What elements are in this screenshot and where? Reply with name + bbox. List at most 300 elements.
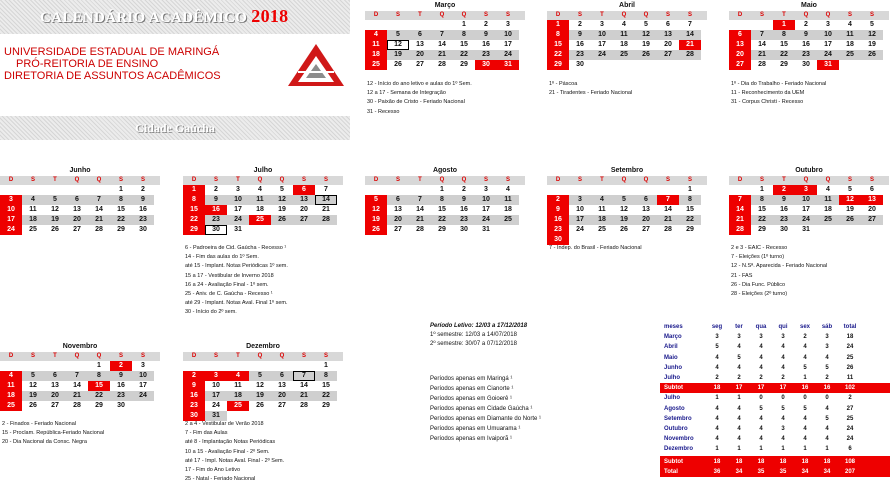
note-line: até 15 - Implant. Notas Periódicas 1º sem. [185,263,288,270]
calendar-day: 9 [569,30,591,40]
calendar-day: 8 [431,195,453,205]
row-label: Outubro [664,425,688,432]
row-label: Agosto [664,405,685,412]
day-grid [729,20,889,70]
calendar-day: 1 [440,186,444,193]
table-cell: 4 [715,405,719,412]
calendar-day: 23 [547,225,569,235]
table-cell: 3 [825,334,829,341]
empty-day [861,225,883,235]
calendar-day: 21 [431,50,453,60]
weekday-letter: Q [257,177,263,183]
note-line: 11 - Reconhecimento da UEM [731,90,805,97]
month-calendar [729,165,889,235]
calendar-day: 31 [234,226,242,233]
calendar-day: 4 [365,30,387,40]
exam-period-line: Períodos apenas em Ivaiporã ¹ [430,436,513,442]
calendar-day: 3 [569,195,591,205]
weekday-letter: S [687,177,692,183]
calendar-day: 13 [729,40,751,50]
note-line: até 17 - Impl. Notas Aval. Final - 2º Sem. [185,457,285,464]
note-line: 21 - Tiradentes - Feriado Nacional [549,90,633,97]
note-line: 14 - Fim das aulas do 1º Sem. [185,254,259,261]
calendar-day: 2 [484,21,488,28]
calendar-day: 29 [183,225,205,235]
period-line: 1º semestre: 12/03 a 14/07/2018 [430,332,517,338]
weekday-letter: Q [461,12,467,18]
calendar-day: 6 [409,30,431,40]
calendar-day: 4 [22,195,44,205]
table-cell: 3 [825,344,829,351]
table-cell: 4 [759,425,763,432]
table-cell: 3 [781,425,785,432]
calendar-day: 11 [598,206,606,213]
calendar-day: 9 [475,30,497,40]
table-cell: 2 [825,375,829,382]
calendar-day: 31 [205,411,227,421]
weekday-letter: D [373,12,379,18]
calendar-day: 27 [278,402,286,409]
month-title: Agosto [432,167,458,174]
calendar-day: 6 [387,195,409,205]
calendar-day: 22 [679,215,701,225]
calendar-day: 27 [293,215,315,225]
calendar-day: 16 [576,41,584,48]
row-label: Junho [664,364,682,371]
empty-day [44,185,66,195]
weekday-letter: Q [461,177,467,183]
calendar-day: 20 [868,206,876,213]
calendar-day: 9 [773,195,795,205]
table-cell: 24 [846,425,854,432]
calendar-day: 19 [868,41,876,48]
calendar-day: 22 [315,391,337,401]
calendar-day: 16 [780,206,788,213]
calendar-day: 6 [271,371,293,381]
empty-day [591,60,613,70]
exam-period-line: Períodos apenas em Diamante do Norte ¹ [430,416,542,422]
month-title: Março [434,2,456,9]
table-cell: 5 [803,364,807,371]
table-cell: 1 [803,446,807,453]
table-cell: 5 [781,405,785,412]
table-cell: 4 [715,364,719,371]
empty-day [679,60,701,70]
institution-line: PRÓ-REITORIA DE ENSINO [16,58,159,70]
period-line: 2º semestre: 30/07 a 07/12/2018 [430,341,517,347]
calendar-day: 23 [110,391,132,401]
calendar-day: 1 [773,20,795,30]
calendar-day: 23 [795,50,817,60]
calendar-day: 4 [506,186,510,193]
calendar-day: 13 [293,195,315,205]
exam-period-line: Períodos apenas em Cianorte ¹ [430,386,514,392]
table-cell: 4 [737,425,741,432]
table-cell: 2 [737,375,741,382]
month-notes [731,244,827,299]
calendar-day: 16 [460,206,468,213]
calendar-day: 26 [620,226,628,233]
calendar-day: 17 [504,41,512,48]
empty-day [657,60,679,70]
calendar-day: 15 [322,382,330,389]
table-cell: 5 [803,405,807,412]
calendar-day: 20 [66,215,88,225]
month-calendar [365,165,525,235]
institution-line: DIRETORIA DE ASSUNTOS ACADÊMICOS [4,70,221,82]
empty-day [227,361,249,371]
day-grid [365,20,525,70]
table-row [660,332,890,342]
note-line: 7 - Eleições (1º turno) [731,254,785,261]
weekday-letter: S [665,12,670,18]
calendar-day: 29 [758,226,766,233]
calendar-day: 10 [0,205,22,215]
calendar-day: 18 [256,206,264,213]
calendar-day: 7 [324,186,328,193]
empty-day [0,361,22,371]
weekday-letter: S [301,353,306,359]
table-cell: 35 [757,468,765,475]
table-cell: 3 [715,334,719,341]
table-cell: 4 [781,364,785,371]
calendar-day: 25 [227,401,249,411]
empty-day [591,185,613,195]
calendar-day: 13 [51,382,59,389]
table-row [660,363,890,373]
calendar-day: 15 [460,41,468,48]
table-cell: 4 [803,425,807,432]
calendar-day: 21 [729,215,751,225]
table-cell: 25 [846,354,854,361]
weekday-letter: T [600,177,604,183]
calendar-day: 25 [249,215,271,225]
calendar-day: 28 [95,226,103,233]
calendar-day: 14 [758,41,766,48]
calendar-day: 20 [635,215,657,225]
calendar-day: 11 [365,40,387,50]
table-cell: 5 [825,364,829,371]
empty-day [729,20,751,30]
calendar-day: 17 [205,391,227,401]
calendar-day: 8 [88,371,110,381]
weekday-letter: T [53,177,57,183]
calendar-day: 20 [44,391,66,401]
calendar-day: 25 [497,215,519,225]
table-cell: 16 [801,385,809,392]
weekday-letter: S [140,353,145,359]
table-cell: seg [711,324,723,331]
calendar-day: 2 [141,186,145,193]
table-row [660,424,890,434]
calendar-day: 27 [394,226,402,233]
weekday-letter: T [418,177,422,183]
empty-day [271,361,293,371]
calendar-day: 17 [824,41,832,48]
table-cell: 4 [759,354,763,361]
calendar-day: 16 [802,41,810,48]
row-label: Julho [664,375,680,382]
calendar-day: 4 [622,21,626,28]
weekday-letter: D [555,12,561,18]
empty-day [751,20,773,30]
month-notes [731,80,826,108]
weekday-letter: S [395,177,400,183]
calendar-day: 18 [591,215,613,225]
weekday-letter: D [8,177,14,183]
calendar-day: 12 [256,382,264,389]
calendar-day: 8 [315,371,337,381]
table-cell: ter [735,324,743,331]
calendar-day: 30 [117,402,125,409]
calendar-day: 27 [642,226,650,233]
empty-day [88,185,110,195]
empty-day [44,361,66,371]
calendar-day: 18 [227,391,249,401]
calendar-day: 19 [44,215,66,225]
calendar-day: 15 [547,40,569,50]
calendar-day: 25 [839,50,861,60]
weekday-letter: S [213,177,218,183]
weekday-letter: Q [621,177,627,183]
total-row [660,467,890,477]
empty-day [66,361,88,371]
table-cell: 1 [825,446,829,453]
table-cell: 4 [759,344,763,351]
calendar-day: 19 [249,391,271,401]
calendar-day: 5 [44,195,66,205]
calendar-day: 11 [817,195,839,205]
calendar-day: 9 [110,371,132,381]
table-cell: 35 [779,468,787,475]
calendar-day: 30 [802,61,810,68]
calendar-day: 30 [547,235,569,245]
table-cell: 2 [715,375,719,382]
month-calendar [183,165,343,235]
weekday-header [0,176,160,185]
weekday-letter: T [418,12,422,18]
weekday-letter: D [191,353,197,359]
institution-line: UNIVERSIDADE ESTADUAL DE MARINGÁ [4,46,220,58]
table-row [660,353,890,363]
calendar-day: 10 [591,30,613,40]
calendar-day: 27 [416,61,424,68]
calendar-day: 11 [29,206,37,213]
calendar-day: 16 [117,382,125,389]
table-row [660,444,890,454]
table-cell: 207 [844,468,855,475]
weekday-letter: S [140,177,145,183]
calendar-day: 4 [258,186,262,193]
calendar-day: 31 [497,60,519,70]
day-grid [0,361,160,411]
calendar-day: 26 [51,226,59,233]
row-label: Total [664,468,678,475]
table-cell: 1 [781,446,785,453]
calendar-day: 24 [795,215,817,225]
empty-day [817,225,839,235]
city-name: Cidade Gaúcha [135,121,215,135]
weekday-header [547,11,707,20]
calendar-day: 2 [547,195,569,205]
table-cell: 25 [846,415,854,422]
table-cell: 4 [715,415,719,422]
table-cell: 3 [781,334,785,341]
weekday-letter: Q [279,353,285,359]
table-row [660,434,890,444]
calendar-day: 28 [315,215,337,225]
calendar-day: 2 [773,185,795,195]
table-cell: 0 [825,395,829,402]
calendar-day: 20 [387,215,409,225]
weekday-letter: S [847,177,852,183]
calendar-day: 3 [205,371,227,381]
calendar-day: 3 [600,21,604,28]
weekday-letter: Q [439,12,445,18]
calendar-day: 15 [686,206,694,213]
calendar-day: 7 [729,195,751,205]
calendar-day: 19 [387,50,409,60]
calendar-day: 20 [271,391,293,401]
calendar-day: 1 [547,20,569,30]
empty-day [293,361,315,371]
calendar-day: 24 [475,215,497,225]
row-label: Março [664,334,682,341]
month-notes [549,244,642,253]
calendar-day: 12 [365,205,387,215]
note-line: 7 - Indep. do Brasil - Feriado Nacional [549,245,642,251]
calendar-day: 6 [635,195,657,205]
exam-period-line: Períodos apenas em Umuarama ¹ [430,426,521,432]
calendar-day: 13 [394,206,402,213]
month-title: Maio [801,2,817,9]
note-line: 12 a 17 - Semana de Integração [367,90,446,97]
calendar-day: 10 [795,195,817,205]
table-cell: 4 [737,344,741,351]
title-year: 2018 [251,6,289,26]
calendar-day: 26 [394,61,402,68]
calendar-day: 3 [0,195,22,205]
empty-day [861,60,883,70]
weekday-letter: D [737,177,743,183]
note-line: 16 a 24 - Avaliação Final - 1º sem. [185,281,269,288]
month-calendar [547,0,707,70]
period-block [430,322,527,349]
calendar-day: 11 [839,30,861,40]
weekday-letter: Q [621,12,627,18]
calendar-day: 30 [205,225,227,235]
calendar-day: 7 [66,371,88,381]
calendar-day: 18 [504,206,512,213]
weekday-letter: S [118,177,123,183]
calendar-day: 5 [22,371,44,381]
calendar-day: 30 [460,226,468,233]
subtotal-row [660,383,890,393]
calendar-day: 25 [0,401,22,411]
weekday-letter: S [505,12,510,18]
month-notes [367,80,472,117]
table-cell: 36 [713,468,721,475]
weekday-letter: S [869,12,874,18]
calendar-day: 11 [234,382,242,389]
empty-day [66,185,88,195]
calendar-day: 7 [751,30,773,40]
calendar-day: 1 [97,362,101,369]
table-cell: 1 [715,446,719,453]
calendar-day: 3 [795,185,817,195]
empty-day [547,185,569,195]
weekday-letter: S [687,12,692,18]
weekday-letter: S [213,353,218,359]
exam-periods-list [430,374,541,444]
calendar-day: 22 [751,215,773,225]
weekday-letter: S [577,12,582,18]
weekday-letter: S [759,177,764,183]
calendar-day: 6 [870,186,874,193]
calendar-day: 26 [861,50,883,60]
note-line: 15 - Proclam. República-Feriado Nacional [2,430,105,437]
row-label: Dezembro [664,446,694,453]
calendar-day: 16 [482,41,490,48]
calendar-day: 10 [497,30,519,40]
calendar-day: 9 [132,195,154,205]
month-title: Dezembro [246,343,280,350]
month-calendar [547,165,707,245]
note-line: 1º - Dia do Trabalho - Feriado Nacional [731,81,827,87]
table-cell: 1 [803,375,807,382]
weekday-letter: T [782,177,786,183]
weekday-letter: S [847,12,852,18]
calendar-day: 10 [132,371,154,381]
calendar-day: 19 [846,206,854,213]
university-logo-icon [286,42,346,88]
calendar-day: 23 [183,401,205,411]
weekday-letter: Q [803,12,809,18]
month-notes [549,80,632,98]
calendar-day: 15 [438,206,446,213]
empty-day [365,20,387,30]
calendar-day: 22 [431,215,453,225]
calendar-day: 21 [322,206,330,213]
weekday-letter: T [53,353,57,359]
month-calendar [183,341,343,421]
calendar-day: 2 [183,371,205,381]
table-cell: 0 [781,395,785,402]
weekday-letter: D [555,177,561,183]
calendar-day: 26 [271,215,293,225]
calendar-day: 22 [773,50,795,60]
table-cell: 4 [737,415,741,422]
calendar-day: 26 [635,50,657,60]
note-line: 10 a 15 - Avaliação Final - 2º Sem. [185,448,270,455]
calendar-day: 21 [679,40,701,50]
calendar-day: 19 [365,215,387,225]
calendar-day: 13 [416,41,424,48]
calendar-day: 26 [365,225,387,235]
calendar-day: 3 [826,21,830,28]
calendar-day: 6 [293,185,315,195]
empty-day [679,235,701,245]
calendar-day: 28 [758,61,766,68]
exam-period-line: Períodos apenas em Maringá ¹ [430,376,513,382]
month-title: Junho [69,167,91,174]
note-line: 26 - Dia Func. Público [731,281,786,288]
weekday-letter: S [30,353,35,359]
empty-day [431,20,453,30]
weekday-letter: T [236,177,240,183]
calendar-day: 25 [598,226,606,233]
empty-day [729,185,751,195]
